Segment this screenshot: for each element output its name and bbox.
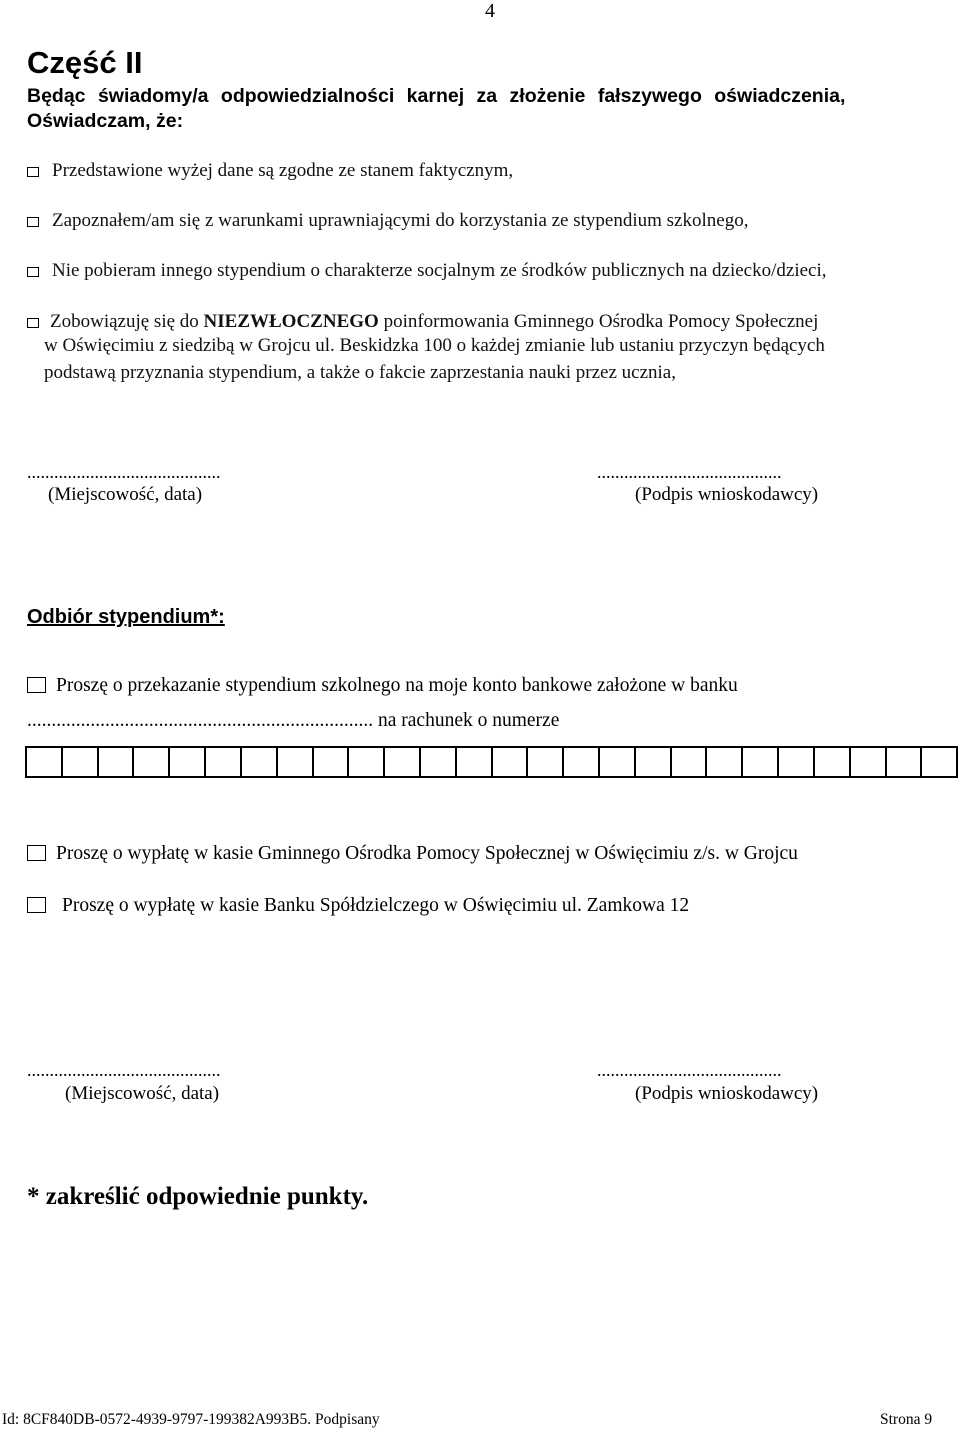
account-digit-cell[interactable] [314,748,350,776]
statement-4-line1 [50,311,818,333]
account-digit-cell[interactable] [349,748,385,776]
account-digit-cell[interactable] [743,748,779,776]
account-digit-cell[interactable] [707,748,743,776]
statement-4-emphasis: NIEZWŁOCZNEGO [203,311,379,332]
account-digit-cell[interactable] [636,748,672,776]
account-digit-cell[interactable] [421,748,457,776]
gops-cash-checkbox[interactable] [27,845,46,861]
footer-page-label: Strona 9 [880,1411,933,1428]
statement-4-checkbox[interactable] [27,318,39,328]
place-date-label-2: (Miejscowość, data) [65,1083,220,1104]
account-digit-cell[interactable] [600,748,636,776]
account-digit-cell[interactable] [170,748,206,776]
account-digit-cell[interactable] [779,748,815,776]
place-date-label-1: (Miejscowość, data) [48,484,203,505]
account-digit-cell[interactable] [887,748,923,776]
account-number-grid[interactable] [25,746,958,778]
account-digit-cell[interactable] [99,748,135,776]
declaration-intro-line2: Oświadczam, że: [27,110,184,132]
payout-heading: Odbiór stypendium*: [27,606,225,628]
bank-transfer-line2: ....................................................................... na rachunek o numerze [27,710,560,731]
bank-transfer-checkbox[interactable] [27,677,46,693]
account-digit-cell[interactable] [206,748,242,776]
account-digit-cell[interactable] [63,748,99,776]
statement-1-text: Przedstawione wyżej dane są zgodne ze stanem faktycznym, [52,160,514,181]
account-digit-cell[interactable] [922,748,956,776]
statement-2-text: Zapoznałem/am się z warunkami uprawniającymi do korzystania ze stypendium szkolnego, [52,210,749,231]
statement-4-prefix: Zobowiązuję się do [50,311,204,332]
account-digit-cell[interactable] [242,748,278,776]
place-date-dotted-line-2[interactable]: ........................................... [27,1060,221,1080]
account-digit-cell[interactable] [672,748,708,776]
account-digit-cell[interactable] [385,748,421,776]
part-heading: Część II [27,45,143,80]
bank-cash-label: Proszę o wypłatę w kasie Banku Spółdzielczego w Oświęcimiu ul. Zamkowa 12 [62,895,690,916]
account-digit-cell[interactable] [134,748,170,776]
account-digit-cell[interactable] [278,748,314,776]
statement-2-checkbox[interactable] [27,217,39,227]
bank-cash-checkbox[interactable] [27,897,46,913]
footnote: * zakreślić odpowiednie punkty. [27,1183,369,1210]
account-digit-cell[interactable] [27,748,63,776]
statement-3-text: Nie pobieram innego stypendium o charakterze socjalnym ze środków publicznych na dziecko/dzieci, [52,260,827,281]
account-digit-cell[interactable] [493,748,529,776]
account-digit-cell[interactable] [528,748,564,776]
statement-1-checkbox[interactable] [27,167,39,177]
bank-transfer-label: Proszę o przekazanie stypendium szkolnego na moje konto bankowe założone w banku [56,675,738,696]
signature-label-1: (Podpis wnioskodawcy) [635,484,819,505]
statement-3-checkbox[interactable] [27,267,39,277]
signature-dotted-line-1[interactable]: ......................................... [597,462,782,482]
account-digit-cell[interactable] [457,748,493,776]
signature-label-2: (Podpis wnioskodawcy) [635,1083,819,1104]
gops-cash-label: Proszę o wypłatę w kasie Gminnego Ośrodka Pomocy Społecznej w Oświęcimiu z/s. w Grojcu [56,843,798,864]
account-digit-cell[interactable] [564,748,600,776]
statement-4-line2: w Oświęcimiu z siedzibą w Grojcu ul. Beskidzka 100 o każdej zmianie lub ustaniu przyczyn będących [44,335,825,356]
page-number: 4 [485,0,495,22]
place-date-dotted-line-1[interactable]: ........................................... [27,462,221,482]
declaration-intro-line1: Będąc świadomy/a odpowiedzialności karnej za złożenie fałszywego oświadczenia, [27,85,846,107]
statement-4-suffix: poinformowania Gminnego Ośrodka Pomocy Społecznej [378,311,819,332]
statement-4-line3: podstawą przyznania stypendium, a także o fakcie zaprzestania nauki przez ucznia, [44,362,676,383]
footer-document-id: Id: 8CF840DB-0572-4939-9797-199382A993B5. Podpisany [2,1411,380,1428]
signature-dotted-line-2[interactable]: ......................................... [597,1060,782,1080]
account-digit-cell[interactable] [815,748,851,776]
account-digit-cell[interactable] [851,748,887,776]
